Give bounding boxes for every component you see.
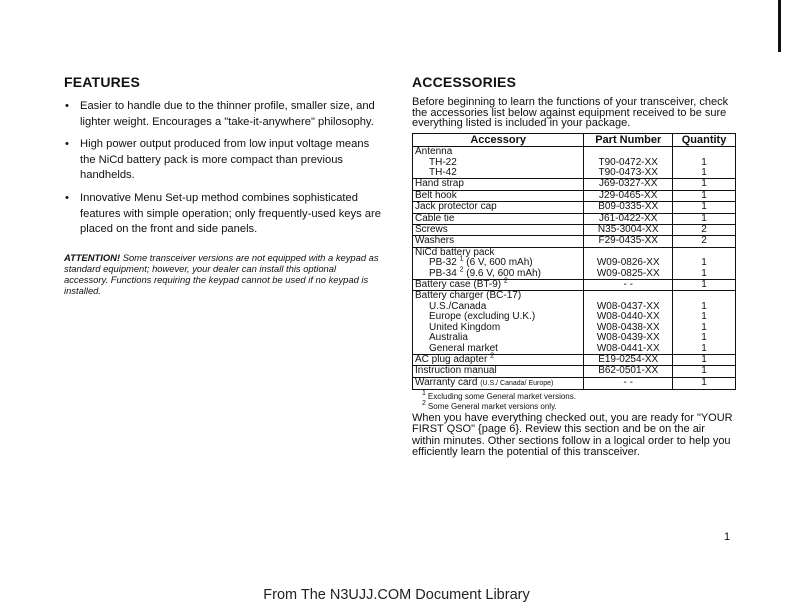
accessory-label: Warranty card bbox=[415, 376, 478, 388]
quantity: 2 bbox=[673, 225, 736, 236]
header-part-number: Part Number bbox=[584, 133, 673, 146]
table-row bbox=[413, 236, 736, 247]
quantity: 1 bbox=[701, 342, 707, 354]
accessory-label: Belt hook bbox=[413, 190, 584, 201]
part-number: T90-0473-XX bbox=[598, 167, 658, 178]
footnote-number: 2 bbox=[422, 400, 426, 408]
part-number: B62-0501-XX bbox=[584, 366, 673, 377]
footnote-ref: 2 bbox=[459, 266, 464, 274]
qty-cell bbox=[673, 247, 736, 279]
accessories-section bbox=[412, 74, 736, 469]
accessory-sub: Europe (excluding U.K.) bbox=[429, 311, 536, 323]
page-edge-mark bbox=[778, 0, 781, 52]
accessory-sub: TH-22 bbox=[429, 156, 457, 168]
table-row bbox=[413, 280, 736, 291]
footnote bbox=[422, 402, 736, 412]
quantity: 1 bbox=[701, 267, 707, 279]
quantity: 1 bbox=[673, 213, 736, 224]
accessories-intro: Before beginning to learn the functions of your transceiver, check the accessories list below against equipment received to be sure everything listed is included in your package. bbox=[412, 96, 729, 130]
part-cell bbox=[584, 291, 673, 354]
table-row bbox=[413, 354, 736, 365]
accessory-cell bbox=[413, 291, 584, 354]
quantity: 1 bbox=[701, 167, 707, 178]
accessory-note: (U.S./ Canada/ Europe) bbox=[480, 379, 554, 387]
footnote-ref: 2 bbox=[503, 277, 508, 285]
part-number: T90-0472-XX bbox=[598, 156, 658, 168]
accessory-label: Battery case (BT-9) bbox=[415, 279, 502, 291]
accessory-label: Antenna bbox=[415, 146, 453, 158]
accessory-label: Hand strap bbox=[413, 179, 584, 190]
footnotes bbox=[422, 392, 736, 412]
accessories-table bbox=[412, 133, 736, 390]
accessory-label: NiCd battery pack bbox=[415, 246, 495, 258]
part-number: W08-0439-XX bbox=[596, 332, 660, 344]
table-row-antenna bbox=[413, 147, 736, 179]
quantity: 1 bbox=[701, 257, 707, 269]
accessory-label: Battery charger (BC-17) bbox=[415, 290, 522, 302]
quantity: 1 bbox=[673, 354, 736, 365]
accessory-label: Cable tie bbox=[413, 213, 584, 224]
part-number: W08-0440-XX bbox=[596, 311, 660, 323]
closing-paragraph: When you have everything checked out, you are ready for "YOUR FIRST QSO" {page 6}. Review this section and be on the air within minutes. Other sections follow in a logical order to help you efficiently learn the potential of this transceiver. bbox=[412, 412, 733, 458]
footnote-number: 1 bbox=[422, 390, 426, 398]
feature-item: • Easier to handle due to the thinner profile, smaller size, and lighter weight. Encourages a "take-it-anywhere" philosophy. bbox=[64, 99, 382, 130]
table-row bbox=[413, 366, 736, 377]
table-header-row bbox=[413, 133, 736, 146]
part-number: E19-0254-XX bbox=[584, 354, 673, 365]
part-number: W08-0441-XX bbox=[596, 342, 660, 354]
table-row bbox=[413, 179, 736, 190]
quantity: 1 bbox=[673, 190, 736, 201]
accessory-sub: TH-42 bbox=[429, 167, 457, 178]
footnote-text: Excluding some General market versions. bbox=[427, 392, 576, 402]
page-number: 1 bbox=[724, 531, 731, 543]
part-number: F29-0435-XX bbox=[584, 236, 673, 247]
table-row bbox=[413, 377, 736, 389]
part-cell bbox=[584, 247, 673, 279]
quantity: 1 bbox=[673, 179, 736, 190]
quantity: 1 bbox=[701, 156, 707, 168]
attention-note bbox=[64, 252, 382, 297]
quantity: 1 bbox=[701, 321, 707, 333]
attention-text: Some transceiver versions are not equipped with a keypad as standard equipment; however, your dealer can install this optional accessory. Functions requiring the keypad cannot be used if no keypad is installed. bbox=[64, 251, 379, 297]
model-spec: (6 V, 600 mAh) bbox=[466, 257, 533, 269]
quantity: 1 bbox=[701, 332, 707, 344]
model-name: PB-34 bbox=[429, 267, 457, 279]
part-number: W09-0825-XX bbox=[596, 267, 660, 279]
part-number: - - bbox=[584, 280, 673, 291]
features-section bbox=[64, 74, 382, 306]
accessory-label: AC plug adapter bbox=[415, 353, 488, 365]
accessory-sub: United Kingdom bbox=[429, 321, 501, 333]
table-row bbox=[413, 202, 736, 213]
quantity: 2 bbox=[673, 236, 736, 247]
part-number: J61-0422-XX bbox=[584, 213, 673, 224]
quantity: 1 bbox=[673, 280, 736, 291]
accessory-label: Washers bbox=[413, 236, 584, 247]
header-accessory: Accessory bbox=[413, 133, 584, 146]
table-row-nicd bbox=[413, 247, 736, 279]
accessory-label: Screws bbox=[413, 225, 584, 236]
table-row bbox=[413, 190, 736, 201]
accessory-cell bbox=[413, 377, 584, 389]
part-cell bbox=[584, 147, 673, 179]
features-list bbox=[64, 99, 382, 238]
accessory-cell bbox=[413, 247, 584, 279]
model-spec: (9.6 V, 600 mAh) bbox=[466, 267, 541, 279]
table-row-charger bbox=[413, 291, 736, 354]
accessories-heading: ACCESSORIES bbox=[412, 74, 517, 90]
table-row bbox=[413, 225, 736, 236]
accessory-sub bbox=[415, 266, 581, 279]
attention-label: ATTENTION! bbox=[64, 251, 121, 263]
accessory-cell bbox=[413, 354, 584, 365]
part-number: - - bbox=[584, 377, 673, 389]
part-number: J29-0465-XX bbox=[584, 190, 673, 201]
accessory-cell bbox=[413, 147, 584, 179]
library-credit: From The N3UJJ.COM Document Library bbox=[263, 587, 530, 603]
quantity: 1 bbox=[673, 366, 736, 377]
features-heading: FEATURES bbox=[64, 74, 141, 90]
footnote-ref: 2 bbox=[490, 352, 494, 360]
footnote-ref: 1 bbox=[459, 255, 464, 263]
model-name: PB-32 bbox=[429, 257, 457, 269]
part-number: W08-0438-XX bbox=[596, 321, 660, 333]
table-row bbox=[413, 213, 736, 224]
footnote bbox=[422, 392, 736, 402]
quantity: 1 bbox=[701, 300, 707, 312]
part-number: W08-0437-XX bbox=[596, 300, 660, 312]
part-number: J69-0327-XX bbox=[584, 179, 673, 190]
accessory-sub: Australia bbox=[429, 332, 468, 344]
part-number: N35-3004-XX bbox=[584, 225, 673, 236]
quantity: 1 bbox=[701, 311, 707, 323]
quantity: 1 bbox=[673, 202, 736, 213]
footnote-text: Some General market versions only. bbox=[427, 402, 557, 412]
feature-item: • Innovative Menu Set-up method combines sophisticated features with simple operation; only frequently-used keys are placed on the front and side panels. bbox=[64, 191, 382, 238]
quantity: 1 bbox=[673, 377, 736, 389]
accessory-sub: U.S./Canada bbox=[429, 300, 487, 312]
accessory-sub: General market bbox=[429, 342, 498, 354]
accessory-cell bbox=[413, 277, 584, 291]
accessory-label: Jack protector cap bbox=[413, 202, 584, 213]
qty-cell bbox=[673, 147, 736, 179]
part-number: W09-0826-XX bbox=[596, 257, 660, 269]
part-number: B09-0335-XX bbox=[584, 202, 673, 213]
accessory-label: Instruction manual bbox=[413, 366, 584, 377]
feature-item: • High power output produced from low input voltage means the NiCd battery pack is more compact than previous handhelds. bbox=[64, 137, 382, 184]
header-quantity: Quantity bbox=[673, 133, 736, 146]
qty-cell bbox=[673, 291, 736, 354]
